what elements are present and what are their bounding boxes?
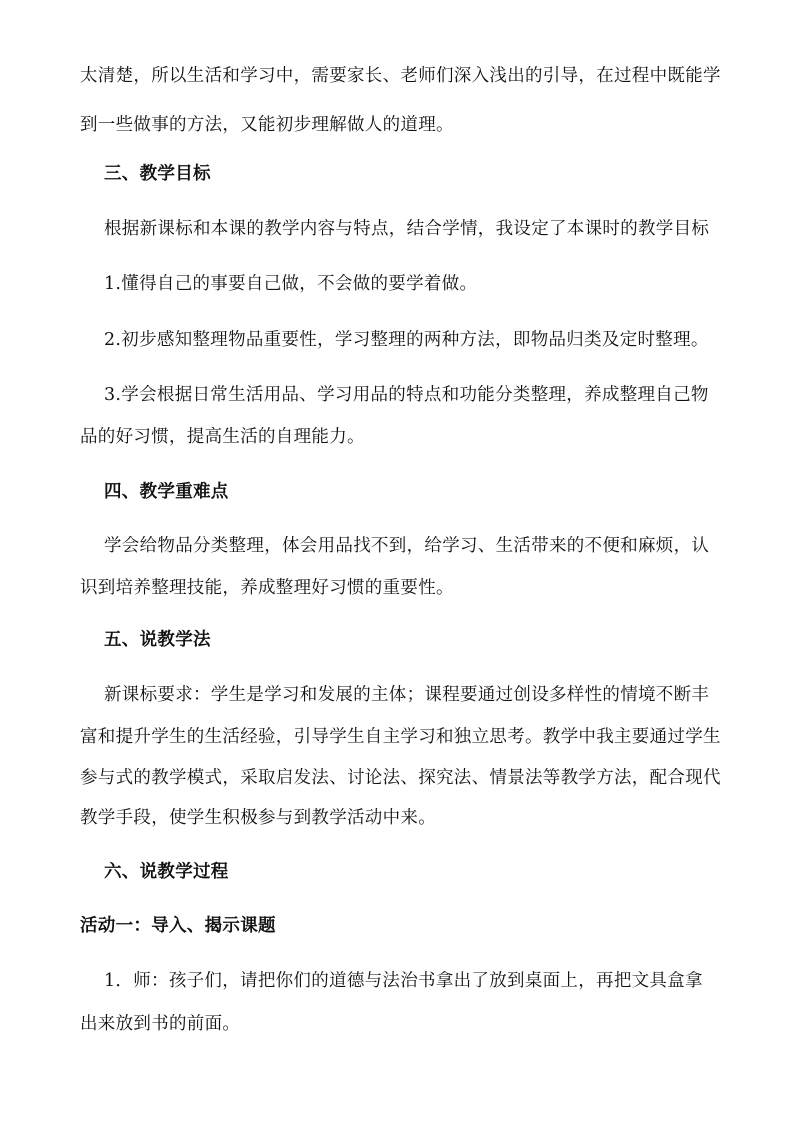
- paragraph-line: 1．师：孩子们，请把你们的道德与法治书拿出了放到桌面上，再把文具盒拿: [104, 971, 703, 991]
- paragraph-line: 富和提升学生的生活经验，引导学生自主学习和独立思考。教学中我主要通过学生: [80, 727, 721, 747]
- section-heading-methods: 五、说教学法: [104, 630, 211, 650]
- section-heading-key-points: 四、教学重难点: [104, 482, 229, 502]
- paragraph-line: 根据新课标和本课的教学内容与特点，结合学情，我设定了本课时的教学目标: [104, 219, 710, 239]
- paragraph-line: 新课标要求：学生是学习和发展的主体；课程要通过创设多样性的情境不断丰: [104, 685, 710, 705]
- paragraph-line: 教学手段，使学生积极参与到教学活动中来。: [80, 808, 436, 828]
- section-heading-process: 六、说教学过程: [104, 862, 229, 882]
- paragraph-line: 参与式的教学模式，采取启发法、讨论法、探究法、情景法等教学方法，配合现代: [80, 768, 721, 788]
- paragraph-line: 到一些做事的方法，又能初步理解做人的道理。: [80, 115, 454, 135]
- list-item: 3.学会根据日常生活用品、学习用品的特点和功能分类整理，养成整理自己物: [104, 385, 709, 405]
- list-item: 1.懂得自己的事要自己做，不会做的要学着做。: [104, 274, 478, 294]
- subheading-activity-one: 活动一：导入、揭示课题: [80, 916, 276, 936]
- list-item: 2.初步感知整理物品重要性，学习整理的两种方法，即物品归类及定时整理。: [104, 330, 709, 350]
- paragraph-line: 出来放到书的前面。: [80, 1014, 241, 1034]
- paragraph-line: 识到培养整理技能，养成整理好习惯的重要性。: [80, 578, 454, 598]
- paragraph-line: 学会给物品分类整理，体会用品找不到，给学习、生活带来的不便和麻烦，认: [104, 536, 710, 556]
- section-heading-objectives: 三、教学目标: [104, 164, 211, 184]
- paragraph-line: 品的好习惯，提高生活的自理能力。: [80, 427, 365, 447]
- paragraph-line: 太清楚，所以生活和学习中，需要家长、老师们深入浅出的引导，在过程中既能学: [80, 66, 721, 86]
